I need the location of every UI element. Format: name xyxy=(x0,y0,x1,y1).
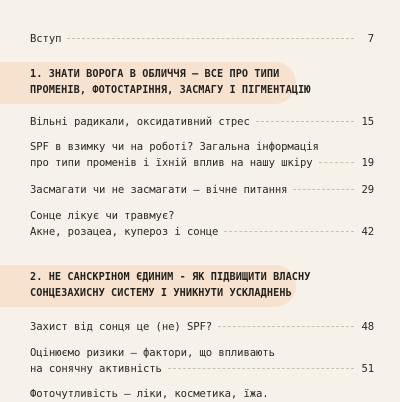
chapter-1-title xyxy=(30,67,311,99)
toc-entry-intro[interactable] xyxy=(30,31,374,47)
toc-entry[interactable] xyxy=(30,208,374,240)
chapter-2-header[interactable] xyxy=(0,265,311,307)
dotted-leader xyxy=(319,161,354,163)
toc-entry-title: Сонце лікує чи травмує? xyxy=(30,210,175,222)
chapter-title-line: 2. НЕ САНСКРІНОМ ЄДИНИМ - ЯК ПІДВИЩИТИ ВЛАСНУ xyxy=(30,272,311,283)
toc-entry-title: на сонячну активність xyxy=(30,363,162,375)
toc-entry-title: Вільні радикали, оксидативний стрес xyxy=(30,116,250,128)
toc-page-number: 29 xyxy=(361,184,374,196)
toc-entry-title: SPF в взимку чи на роботі? Загальна інформація xyxy=(30,141,319,153)
toc-page-number: 51 xyxy=(361,363,374,375)
toc-page-number: 42 xyxy=(361,226,374,238)
dotted-leader xyxy=(168,367,354,369)
toc-entry-title: Оцінюємо ризики — фактори, що впливають xyxy=(30,347,275,359)
toc-entry[interactable] xyxy=(30,182,374,198)
toc-page-number: 48 xyxy=(361,321,374,333)
toc-entry[interactable] xyxy=(30,345,374,377)
dotted-leader xyxy=(218,325,354,327)
toc-entry-title: Захист від сонця це (не) SPF? xyxy=(30,321,213,333)
toc-entry[interactable] xyxy=(30,319,374,335)
chapter-title-line: СОНЦЕЗАХИСНУ СИСТЕМУ І УНИКНУТИ УСКЛАДНЕНЬ xyxy=(30,288,292,299)
toc-entry-title: Акне, розацеа, купероз і сонце xyxy=(30,226,219,238)
toc-page-number: 19 xyxy=(361,157,374,169)
dotted-leader xyxy=(256,120,354,122)
chapter-2-title xyxy=(30,270,311,302)
toc-entry-title: про типи променів і їхній вплив на нашу шкіру xyxy=(30,157,313,169)
chapter-1-header[interactable] xyxy=(0,62,311,104)
toc-entry[interactable] xyxy=(30,114,374,130)
toc-entry-title: Засмагати чи не засмагати — вічне питання xyxy=(30,184,288,196)
toc-page-number: 7 xyxy=(367,33,374,45)
chapter-title-line: 1. ЗНАТИ ВОРОГА В ОБЛИЧЧЯ — ВСЕ ПРО ТИПИ xyxy=(30,69,280,80)
toc-entry[interactable] xyxy=(30,139,374,171)
toc-page-number: 15 xyxy=(361,116,374,128)
chapter-title-line: ПРОМЕНІВ, ФОТОСТАРІННЯ, ЗАСМАГУ І ПІГМЕНТАЦІЮ xyxy=(30,85,311,96)
dotted-leader xyxy=(293,188,354,190)
toc-entry-title: Вступ xyxy=(30,33,62,45)
dotted-leader xyxy=(67,37,354,39)
dotted-leader xyxy=(224,230,354,232)
toc-entry-title: Фоточутливість — ліки, косметика, їжа. xyxy=(30,388,269,400)
